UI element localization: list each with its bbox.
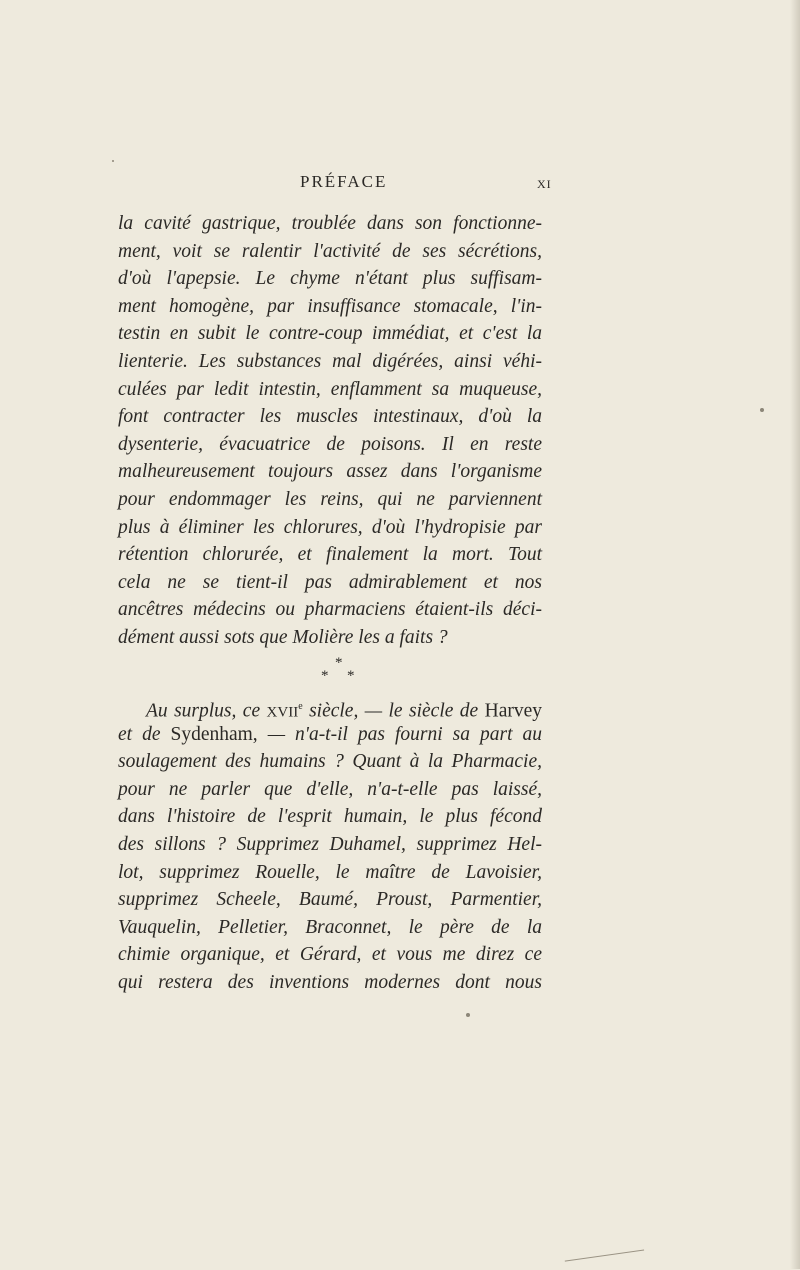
paragraph-continued (118, 210, 542, 652)
text-line: pour endommager les reins, qui ne parviennent (118, 488, 542, 510)
text-line: dans l'histoire de l'esprit humain, le plus fécond (118, 806, 542, 828)
text-line: font contracter les muscles intestinaux, d'où la (118, 406, 542, 428)
text-line: dysenterie, évacuatrice de poisons. Il en reste (118, 433, 542, 455)
century-numeral: XVII (266, 704, 299, 721)
text-line: malheureusement toujours assez dans l'organisme (118, 461, 542, 483)
text-line: lot, supprimez Rouelle, le maître de Lavoisier, (118, 861, 542, 883)
text-line: testin en subit le contre-coup immédiat, et c'est la (118, 323, 542, 345)
asterism-separator (318, 655, 358, 689)
text-run: et de (118, 723, 161, 745)
asterisk-left: * (321, 668, 329, 684)
text-line: ment, voit se ralentir l'activité de ses sécrétions, (118, 240, 542, 262)
text-line: dément aussi sots que Molière les a faits ? (118, 626, 448, 648)
text-line: cela ne se tient-il pas admirablement et nos (118, 571, 542, 593)
text-line: d'où l'apepsie. Le chyme n'étant plus suffisam- (118, 268, 542, 290)
running-title: PRÉFACE (300, 172, 388, 191)
name-sydenham: Sydenham, (170, 723, 258, 745)
text-line: la cavité gastrique, troublée dans son fonctionne- (118, 213, 542, 234)
text-run: — n'a-t-il pas fourni sa part au (267, 723, 543, 745)
text-run: Au surplus, ce (146, 700, 261, 722)
text-line: Vauquelin, Pelletier, Braconnet, le père de la (118, 916, 542, 938)
running-header (0, 172, 800, 194)
century-superscript: e (298, 701, 303, 712)
text-line: chimie organique, et Gérard, et vous me direz ce (118, 944, 542, 966)
text-line (118, 693, 542, 721)
text-line: lienterie. Les substances mal digérées, ainsi véhi- (118, 350, 542, 372)
text-line: soulagement des humains ? Quant à la Pharmacie, (118, 751, 542, 773)
text-line: plus à éliminer les chlorures, d'où l'hydropisie par (118, 516, 542, 538)
text-line: supprimez Scheele, Baumé, Proust, Parmentier, (118, 889, 542, 911)
paper-fleck (760, 408, 764, 412)
page-corner-mark (565, 1249, 645, 1269)
text-line: pour ne parler que d'elle, n'a-t-elle pas laissé, (118, 778, 542, 800)
text-line: qui restera des inventions modernes dont nous (118, 971, 542, 993)
paper-fleck (466, 1013, 470, 1017)
text-line: rétention chlorurée, et finalement la mort. Tout (118, 544, 542, 566)
text-line: ment homogène, par insuffisance stomacale, l'in- (118, 295, 542, 317)
text-run: siècle, — le siècle de (309, 700, 479, 722)
asterisk-top: * (335, 655, 343, 671)
text-line: culées par ledit intestin, enflamment sa muqueuse, (118, 378, 542, 400)
paragraph-au-surplus (118, 693, 542, 997)
paper-fleck (112, 160, 114, 162)
page-number: XI (537, 177, 552, 191)
name-harvey: Harvey (484, 700, 543, 722)
text-line: ancêtres médecins ou pharmaciens étaient-ils déci- (118, 599, 542, 621)
asterisk-right: * (347, 668, 355, 684)
text-line (118, 721, 542, 749)
text-line: des sillons ? Supprimez Duhamel, supprimez Hel- (118, 833, 542, 855)
